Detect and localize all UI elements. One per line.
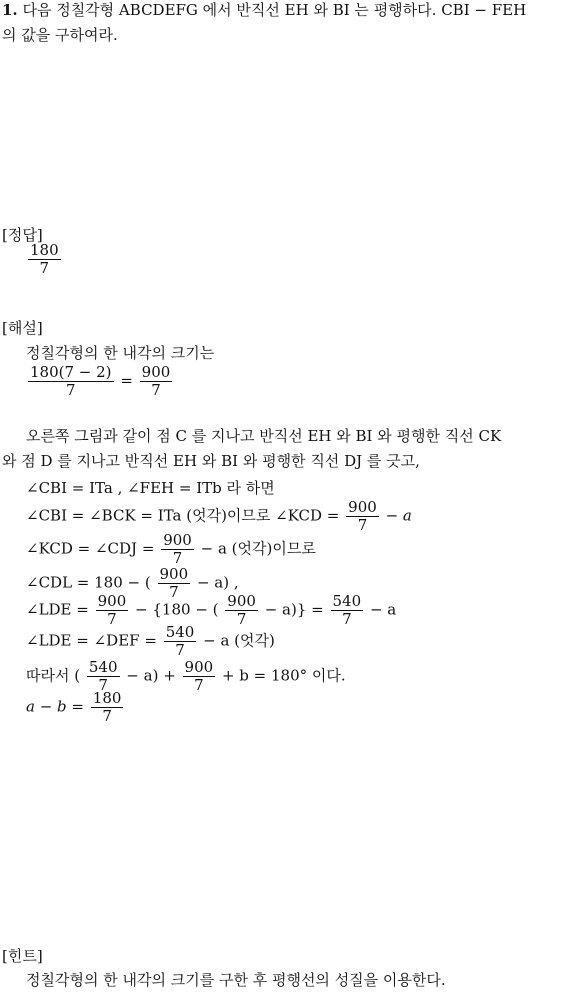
line-9-tail: − a	[369, 600, 397, 619]
line-6-text: ∠CBI = ∠BCK = ITa (엇각)이므로 ∠KCD =	[26, 506, 340, 525]
solution-line-12	[26, 690, 125, 725]
interior-angle-result	[140, 364, 173, 399]
hint-text: 정칠각형의 한 내각의 크기를 구한 후 평행선의 성질을 이용한다.	[26, 971, 446, 989]
fraction-denominator: 7	[194, 676, 204, 694]
solution-line-1: 정칠각형의 한 내각의 크기는	[26, 344, 215, 362]
fraction-denominator: 7	[98, 676, 108, 694]
fraction-numerator: 540	[88, 658, 118, 676]
fraction-numerator: 900	[163, 531, 192, 549]
fraction-numerator: 900	[159, 565, 189, 583]
answer-denominator: 7	[39, 259, 50, 277]
hint-label: [힌트]	[2, 947, 43, 965]
fraction-numerator: 900	[97, 592, 127, 610]
line-8-text: ∠CDL = 180 − (	[26, 573, 151, 592]
line-9-fraction-3	[331, 593, 364, 628]
solution-line-4: 와 점 D 를 지나고 반직선 EH 와 BI 와 평행한 직선 DJ 를 긋고,	[2, 452, 420, 470]
fraction-denominator: 7	[169, 583, 179, 601]
line-9-text: ∠LDE =	[26, 600, 89, 619]
solution-line-2	[26, 364, 174, 399]
answer-numerator: 180	[30, 241, 59, 259]
solution-label: [해설]	[2, 319, 43, 337]
fraction-numerator: 180	[92, 689, 122, 707]
fraction-numerator: 180(7 − 2)	[30, 363, 112, 381]
fraction-denominator: 7	[151, 381, 161, 399]
line-11-fraction-2	[183, 659, 216, 694]
solution-line-9	[26, 593, 396, 628]
problem-number: 1.	[2, 1, 18, 19]
line-7-tail: − a (엇각)이므로	[200, 539, 316, 558]
solution-line-10	[26, 624, 275, 659]
line-6-tail: − a	[385, 506, 412, 525]
fraction-numerator: 900	[227, 592, 256, 610]
problem-line-1	[2, 0, 526, 20]
answer-fraction	[28, 242, 61, 277]
line-11-text: 따라서 (	[26, 666, 81, 685]
equals-sign: =	[120, 371, 133, 390]
line-10-fraction	[164, 624, 197, 659]
fraction-denominator: 7	[175, 641, 185, 659]
solution-line-7	[26, 532, 316, 567]
fraction-denominator: 7	[357, 516, 368, 534]
line-7-text: ∠KCD = ∠CDJ =	[26, 539, 155, 558]
solution-line-3: 오른쪽 그림과 같이 점 C 를 지나고 반직선 EH 와 BI 와 평행한 직선 CK	[26, 427, 502, 445]
fraction-denominator: 7	[102, 707, 112, 725]
line-9-mid: − {180 − (	[135, 600, 219, 619]
fraction-numerator: 900	[184, 658, 214, 676]
problem-text-2: 의 값을 구하여라.	[2, 26, 118, 44]
fraction-numerator: 540	[332, 592, 362, 610]
fraction-denominator: 7	[172, 549, 183, 567]
line-10-text: ∠LDE = ∠DEF =	[26, 631, 157, 650]
fraction-numerator: 900	[141, 363, 171, 381]
fraction-denominator: 7	[65, 381, 76, 399]
fraction-numerator: 540	[165, 623, 195, 641]
problem-text-1: 다음 정칠각형 ABCDEFG 에서 반직선 EH 와 BI 는 평행하다. CBI − FEH	[22, 1, 527, 19]
solution-line-5: ∠CBI = ITa , ∠FEH = ITb 라 하면	[26, 479, 275, 497]
line-11-tail: + b = 180° 이다.	[221, 666, 346, 685]
fraction-denominator: 7	[342, 610, 352, 628]
line-9-fraction-2	[225, 593, 258, 628]
line-11-mid: − a) +	[126, 666, 176, 685]
line-6-fraction	[346, 499, 379, 534]
answer-value	[26, 242, 63, 277]
interior-angle-fraction	[28, 364, 114, 399]
line-12-fraction	[91, 690, 124, 725]
line-8-tail: − a) ,	[196, 573, 239, 592]
line-9-fraction-1	[96, 593, 129, 628]
line-7-fraction	[161, 532, 194, 567]
fraction-denominator: 7	[107, 610, 117, 628]
solution-line-6b	[26, 499, 412, 534]
solution-line-11	[26, 659, 346, 694]
fraction-numerator: 900	[348, 498, 377, 516]
line-10-tail: − a (엇각)	[203, 631, 275, 650]
fraction-denominator: 7	[236, 610, 247, 628]
answer-label: [정답]	[2, 226, 43, 244]
line-12-text: a − b =	[26, 697, 84, 716]
line-9-mid-2: − a)} =	[264, 600, 324, 619]
